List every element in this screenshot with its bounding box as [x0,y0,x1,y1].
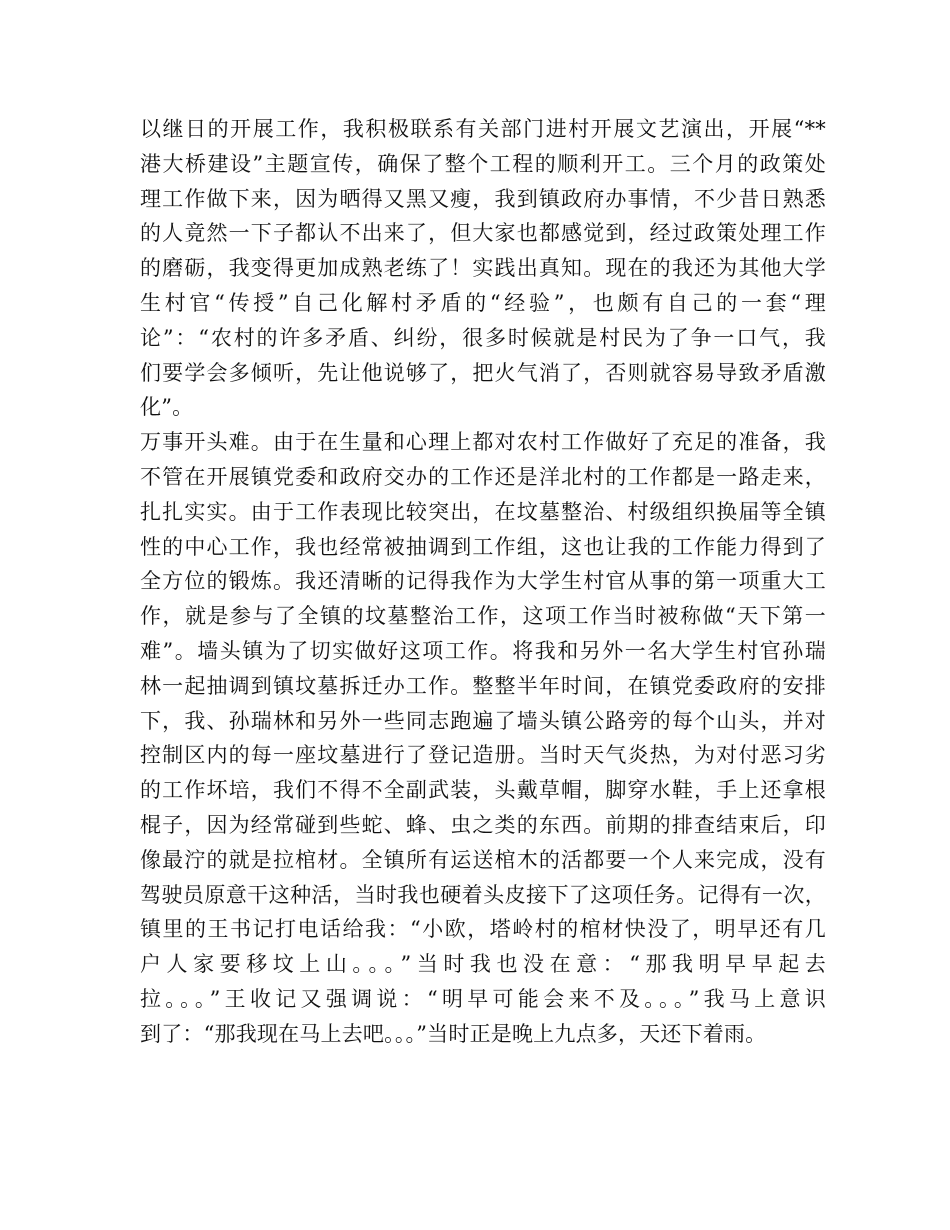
text-line: 扎扎实实。由于工作表现比较突出，在坟墓整治、村级组织换届等全镇 [140,499,826,524]
text-line: 户人家要移坟上山。。。”当时我也没在意：“那我明早早起去 [140,952,826,977]
text-line: 作，就是参与了全镇的坟墓整治工作，这项工作当时被称做“天下第一 [140,604,826,629]
text-line: 的人竟然一下子都认不出来了，但大家也都感觉到，经过政策处理工作 [140,221,826,246]
text-line: 理工作做下来，因为晒得又黑又瘦，我到镇政府办事情，不少昔日熟悉 [140,186,826,211]
text-line: 镇里的王书记打电话给我：“小欧，塔岭村的棺材快没了，明早还有几 [140,917,826,942]
text-line: 控制区内的每一座坟墓进行了登记造册。当时天气炎热，为对付恶习劣 [140,743,826,768]
text-line: 化”。 [140,395,194,420]
body-text [140,112,826,1052]
text-line: 的磨砺，我变得更加成熟老练了！实践出真知。现在的我还为其他大学 [140,256,826,281]
text-line: 不管在开展镇党委和政府交办的工作还是洋北村的工作都是一路走来， [140,464,826,489]
text-line: 林一起抽调到镇坟墓拆迁办工作。整整半年时间，在镇党委政府的安排 [140,673,826,698]
text-line: 生村官“传授”自己化解村矛盾的“经验”，也颇有自己的一套“理 [140,290,826,315]
paragraph-1 [140,112,826,425]
text-line: 像最泞的就是拉棺材。全镇所有运送棺木的活都要一个人来完成，没有 [140,847,826,872]
text-line: 以继日的开展工作，我积极联系有关部门进村开展文艺演出，开展“** [140,117,826,141]
text-line: 到了：“那我现在马上去吧。。。”当时正是晚上九点多，天还下着雨。 [140,1021,767,1046]
text-line: 港大桥建设”主题宣传，确保了整个工程的顺利开工。三个月的政策处 [140,151,826,176]
text-line: 万事开头难。由于在生量和心理上都对农村工作做好了充足的准备，我 [140,430,826,455]
text-line: 的工作坏培，我们不得不全副武装，头戴草帽，脚穿水鞋，手上还拿根 [140,778,826,803]
text-line: 棍子，因为经常碰到些蛇、蜂、虫之类的东西。前期的排查结束后，印 [140,812,826,837]
paragraph-2 [140,425,826,1051]
text-line: 论”：“农村的许多矛盾、纠纷，很多时候就是村民为了争一口气，我 [140,325,826,350]
text-line: 全方位的锻炼。我还清晰的记得我作为大学生村官从事的第一项重大工 [140,569,826,594]
text-line: 下，我、孙瑞林和另外一些同志跑遍了墙头镇公路旁的每个山头，并对 [140,708,826,733]
text-line: 难”。墙头镇为了切实做好这项工作。将我和另外一名大学生村官孙瑞 [140,638,826,663]
text-line: 性的中心工作，我也经常被抽调到工作组，这也让我的工作能力得到了 [140,534,826,559]
text-line: 们要学会多倾听，先让他说够了，把火气消了，否则就容易导致矛盾激 [140,360,826,385]
text-line: 拉。。。”王收记又强调说：“明早可能会来不及。。。”我马上意识 [140,986,826,1011]
text-line: 驾驶员原意干这种活，当时我也硬着头皮接下了这项任务。记得有一次， [140,882,826,907]
